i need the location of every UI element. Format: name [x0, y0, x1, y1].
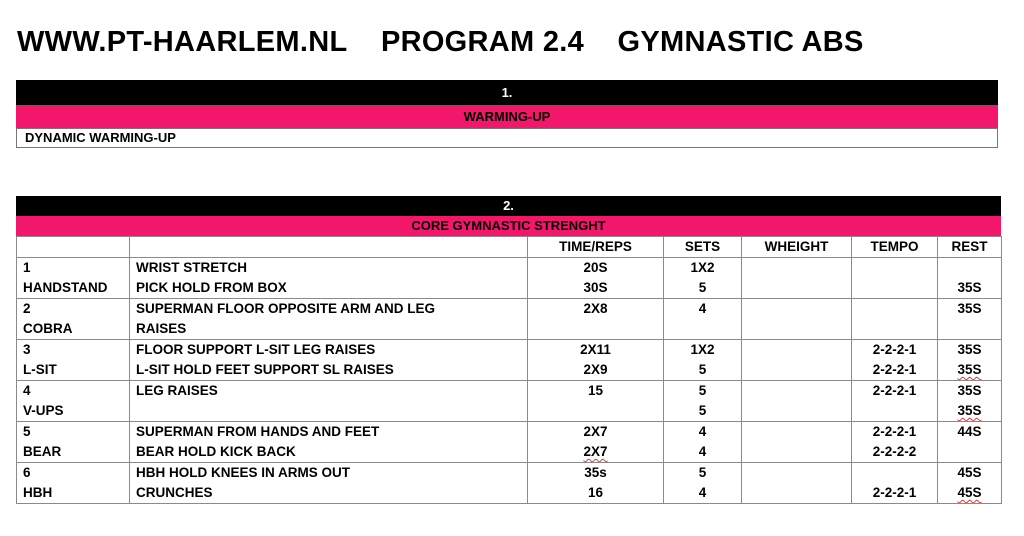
table-row [17, 340, 1002, 361]
cell-sets: 4 [664, 422, 742, 443]
cell-rest [938, 483, 1002, 504]
cell-rest [938, 360, 1002, 381]
cell-group: 6 [17, 463, 130, 484]
cell-group: HANDSTAND [17, 278, 130, 299]
cell-sets: 1X2 [664, 340, 742, 361]
cell-tempo: 2-2-2-1 [852, 422, 938, 443]
cell-weight [742, 360, 852, 381]
cell-exercise: SUPERMAN FROM HANDS AND FEET [130, 422, 528, 443]
cell-exercise [130, 401, 528, 422]
cell-tempo [852, 401, 938, 422]
col-header-group [17, 237, 130, 258]
cell-sets: 5 [664, 401, 742, 422]
program-number: PROGRAM 2.4 [380, 26, 585, 58]
cell-weight [742, 401, 852, 422]
cell-weight [742, 463, 852, 484]
cell-weight [742, 258, 852, 279]
col-header-tempo: TEMPO [852, 237, 938, 258]
cell-rest: 35S [938, 299, 1002, 320]
cell-tempo: 2-2-2-2 [852, 442, 938, 463]
cell-exercise: FLOOR SUPPORT L-SIT LEG RAISES [130, 340, 528, 361]
cell-weight [742, 483, 852, 504]
section1-title: WARMING-UP [463, 109, 551, 124]
table-row [17, 463, 1002, 484]
cell-rest [938, 442, 1002, 463]
cell-rest-text: 45S [957, 485, 982, 500]
cell-time-reps: 2X9 [528, 360, 664, 381]
cell-sets: 4 [664, 299, 742, 320]
cell-group: 5 [17, 422, 130, 443]
cell-weight [742, 319, 852, 340]
cell-rest-text: 35S [957, 403, 982, 418]
cell-time-reps: 35s [528, 463, 664, 484]
section1-item-label: DYNAMIC WARMING-UP [25, 130, 176, 145]
table-row [17, 299, 1002, 320]
cell-rest: 44S [938, 422, 1002, 443]
cell-rest: 35S [938, 381, 1002, 402]
table-row [17, 483, 1002, 504]
table-row [17, 258, 1002, 279]
table-row [17, 360, 1002, 381]
cell-exercise: SUPERMAN FLOOR OPPOSITE ARM AND LEG [130, 299, 528, 320]
cell-exercise: CRUNCHES [130, 483, 528, 504]
cell-rest [938, 258, 1002, 279]
table-row [17, 442, 1002, 463]
cell-exercise: RAISES [130, 319, 528, 340]
cell-sets: 5 [664, 278, 742, 299]
cell-time-reps: 2X8 [528, 299, 664, 320]
table-header-row [17, 237, 1002, 258]
col-header-rest: REST [938, 237, 1002, 258]
cell-exercise: PICK HOLD FROM BOX [130, 278, 528, 299]
page-title [17, 26, 1007, 59]
col-header-time-reps: TIME/REPS [528, 237, 664, 258]
cell-exercise: HBH HOLD KNEES IN ARMS OUT [130, 463, 528, 484]
cell-rest [938, 401, 1002, 422]
section2-number-bar [16, 196, 1001, 216]
section2-number: 2. [503, 198, 514, 213]
section2-title: CORE GYMNASTIC STRENGHT [411, 218, 606, 233]
cell-tempo [852, 258, 938, 279]
col-header-weight: WHEIGHT [742, 237, 852, 258]
table-row [17, 381, 1002, 402]
cell-sets: 5 [664, 463, 742, 484]
table-row [17, 401, 1002, 422]
cell-sets: 4 [664, 442, 742, 463]
section1-number: 1. [501, 85, 513, 100]
cell-exercise: LEG RAISES [130, 381, 528, 402]
cell-group: V-UPS [17, 401, 130, 422]
cell-tempo [852, 299, 938, 320]
cell-tempo [852, 319, 938, 340]
cell-sets: 4 [664, 483, 742, 504]
cell-sets: 1X2 [664, 258, 742, 279]
table-row [17, 278, 1002, 299]
cell-time-reps [528, 319, 664, 340]
cell-weight [742, 278, 852, 299]
table-row [17, 422, 1002, 443]
cell-tempo: 2-2-2-1 [852, 360, 938, 381]
cell-sets: 5 [664, 360, 742, 381]
cell-rest-text: 35S [957, 362, 982, 377]
col-header-sets: SETS [664, 237, 742, 258]
cell-tempo: 2-2-2-1 [852, 381, 938, 402]
cell-weight [742, 299, 852, 320]
site-url: WWW.PT-HAARLEM.NL [17, 26, 348, 58]
cell-group: 2 [17, 299, 130, 320]
cell-time-reps: 16 [528, 483, 664, 504]
cell-group: COBRA [17, 319, 130, 340]
cell-rest: 35S [938, 278, 1002, 299]
section2-title-bar [16, 216, 1001, 236]
col-header-exercise [130, 237, 528, 258]
section1-title-bar [16, 105, 998, 128]
cell-time-reps: 20S [528, 258, 664, 279]
cell-time-reps [528, 401, 664, 422]
cell-time-reps-text: 2X7 [583, 444, 608, 459]
cell-tempo: 2-2-2-1 [852, 340, 938, 361]
cell-group: L-SIT [17, 360, 130, 381]
cell-group: BEAR [17, 442, 130, 463]
cell-tempo [852, 463, 938, 484]
cell-rest: 35S [938, 340, 1002, 361]
table-row [17, 319, 1002, 340]
cell-time-reps [528, 442, 664, 463]
cell-weight [742, 442, 852, 463]
cell-weight [742, 422, 852, 443]
cell-sets: 5 [664, 381, 742, 402]
cell-time-reps: 2X7 [528, 422, 664, 443]
cell-tempo: 2-2-2-1 [852, 483, 938, 504]
cell-group: 1 [17, 258, 130, 279]
exercise-table [16, 236, 1002, 504]
cell-exercise: L-SIT HOLD FEET SUPPORT SL RAISES [130, 360, 528, 381]
section1-number-bar [16, 80, 998, 105]
cell-rest: 45S [938, 463, 1002, 484]
cell-group: HBH [17, 483, 130, 504]
cell-time-reps: 30S [528, 278, 664, 299]
cell-tempo [852, 278, 938, 299]
cell-group: 4 [17, 381, 130, 402]
cell-rest [938, 319, 1002, 340]
cell-exercise: WRIST STRETCH [130, 258, 528, 279]
cell-group: 3 [17, 340, 130, 361]
program-name: GYMNASTIC ABS [617, 26, 864, 58]
cell-weight [742, 340, 852, 361]
cell-time-reps: 2X11 [528, 340, 664, 361]
cell-sets [664, 319, 742, 340]
section1-item [16, 128, 998, 148]
cell-exercise: BEAR HOLD KICK BACK [130, 442, 528, 463]
cell-weight [742, 381, 852, 402]
cell-time-reps: 15 [528, 381, 664, 402]
